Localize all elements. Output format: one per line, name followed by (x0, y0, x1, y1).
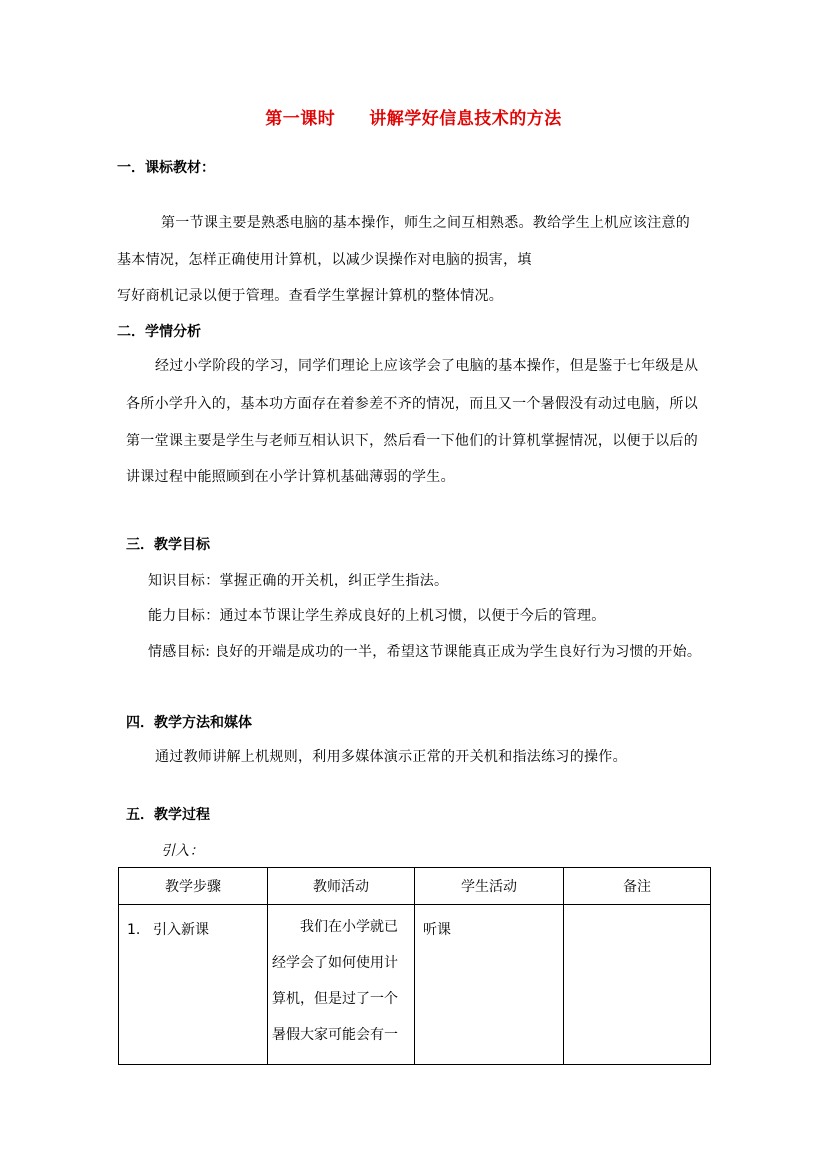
step-number: 1. (127, 922, 141, 938)
goal-ability: 能力目标：通过本节课让学生养成良好的上机习惯，以便于今后的管理。 (148, 608, 606, 624)
notes-cell (564, 905, 711, 1065)
step-cell (119, 905, 268, 1065)
section-2-line-2: 各所小学升入的，基本功方面存在着参差不齐的情况，而且又一个暑假没有动过电脑，所以 (126, 396, 698, 412)
section-1-line-1: 第一节课主要是熟悉电脑的基本操作，师生之间互相熟悉。教给学生上机应该注意的 (161, 215, 691, 231)
teacher-activity-line-1: 我们在小学就已 (300, 919, 398, 935)
teacher-activity-line-2: 经学会了如何使用计 (272, 955, 398, 971)
section-2-line-3: 第一堂课主要是学生与老师互相认识下，然后看一下他们的计算机掌握情况，以便于以后的 (126, 433, 698, 449)
section-4-heading: 四．教学方法和媒体 (126, 715, 252, 731)
teacher-activity-cell (268, 905, 415, 1065)
goal-knowledge: 知识目标：掌握正确的开关机，纠正学生指法。 (148, 573, 449, 589)
teaching-process-table (118, 867, 711, 1065)
title-lesson: 第一课时 (265, 109, 336, 129)
section-2-heading: 二．学情分析 (117, 324, 201, 340)
header-teacher-activity: 教师活动 (268, 868, 415, 905)
header-teaching-step: 教学步骤 (119, 868, 268, 905)
section-1-line-2: 基本情况，怎样正确使用计算机，以减少误操作对电脑的损害，填 (117, 252, 532, 268)
header-notes: 备注 (564, 868, 711, 905)
table-row (119, 905, 711, 1065)
step-label: 引入新课 (153, 922, 209, 938)
section-3-heading: 三．教学目标 (126, 537, 210, 553)
section-1-heading: 一．课标教材： (117, 160, 215, 176)
table-header-row (119, 868, 711, 905)
student-activity-cell: 听课 (415, 905, 564, 1065)
teacher-activity-line-4: 暑假大家可能会有一 (272, 1027, 398, 1043)
document-title (0, 104, 827, 129)
section-5-intro: 引入： (161, 843, 204, 859)
goal-emotion: 情感目标: 良好的开端是成功的一半，希望这节课能真正成为学生良好行为习惯的开始。 (148, 644, 702, 660)
title-topic: 讲解学好信息技术的方法 (369, 109, 562, 129)
section-2-line-1: 经过小学阶段的学习，同学们理论上应该学会了电脑的基本操作，但是鉴于七年级是从 (155, 358, 699, 374)
section-4-line-1: 通过教师讲解上机规则，利用多媒体演示正常的开关机和指法练习的操作。 (155, 749, 627, 765)
teacher-activity-line-3: 算机，但是过了一个 (272, 991, 398, 1007)
section-2-line-4: 讲课过程中能照顾到在小学计算机基础薄弱的学生。 (126, 469, 455, 485)
header-student-activity: 学生活动 (415, 868, 564, 905)
section-5-heading: 五．教学过程 (126, 807, 210, 823)
section-1-line-3: 写好商机记录以便于管理。查看学生掌握计算机的整体情况。 (117, 288, 504, 304)
